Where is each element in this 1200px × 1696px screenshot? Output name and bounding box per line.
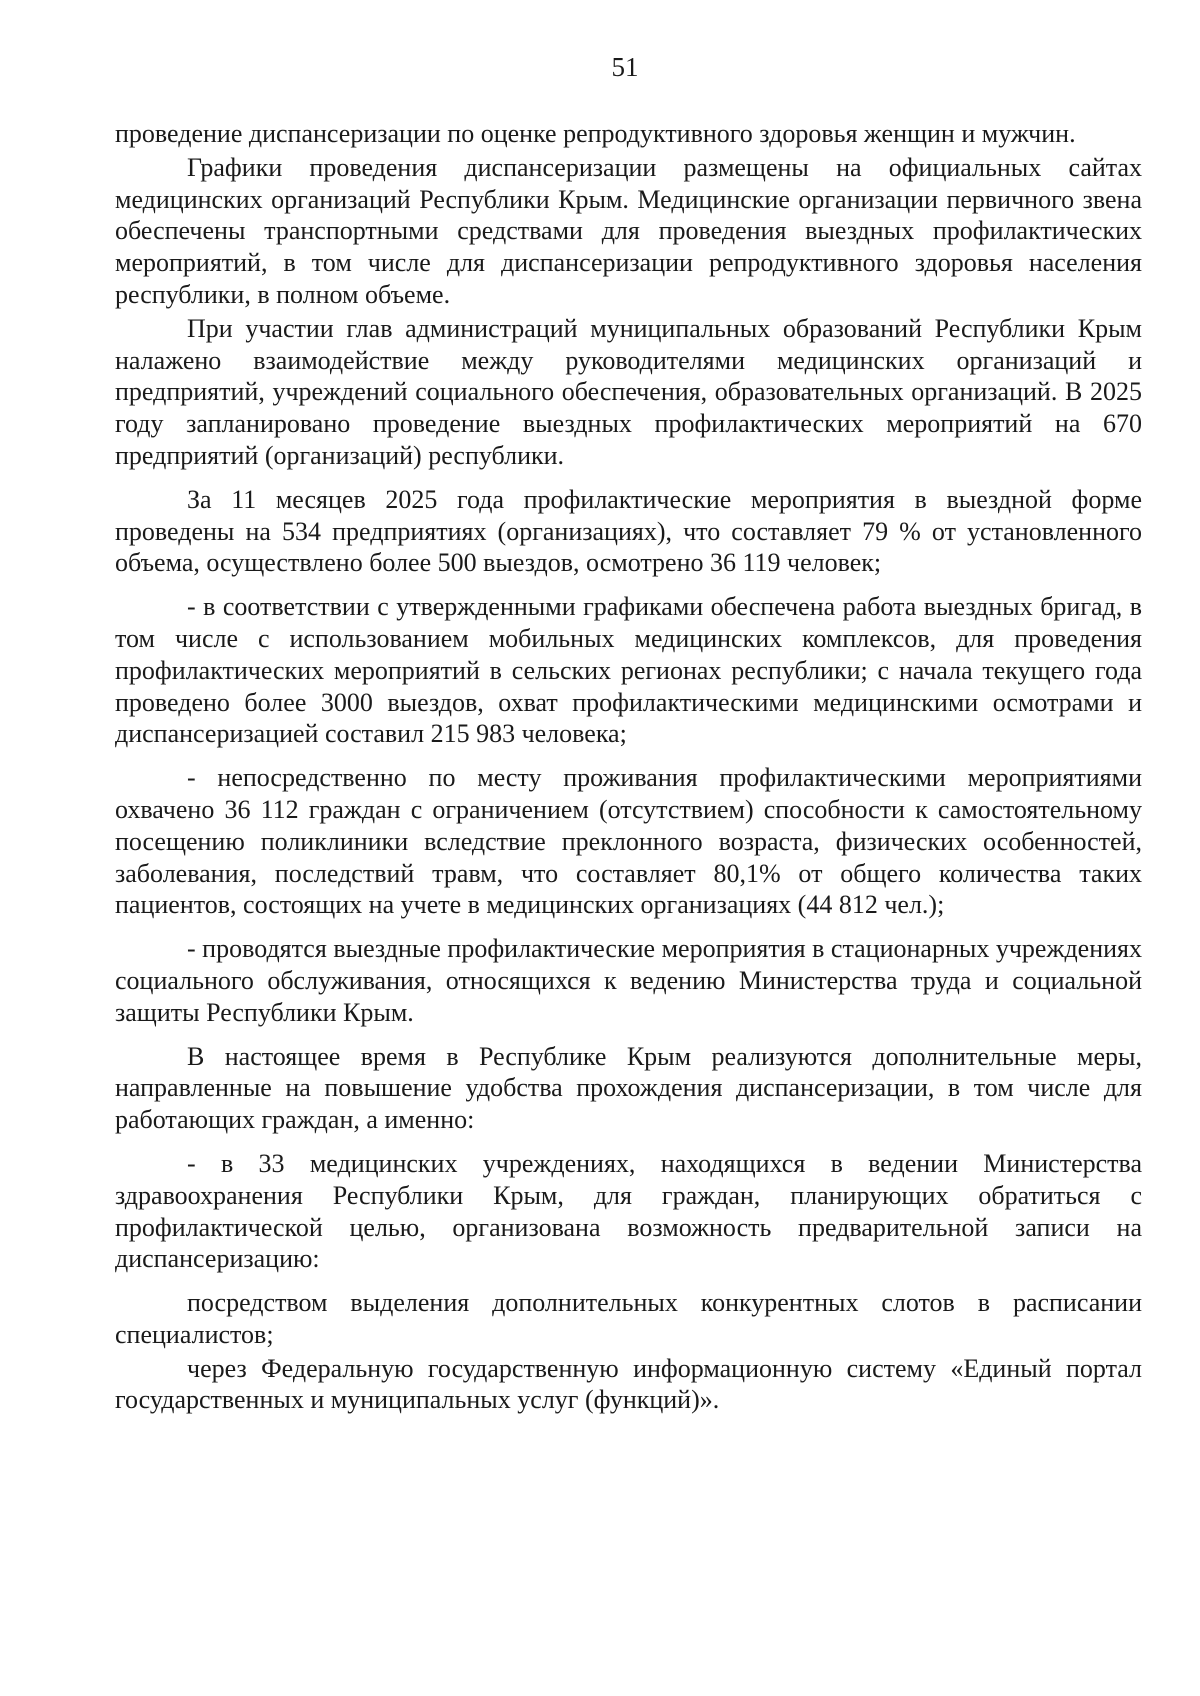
paragraph-intro-continuation: проведение диспансеризации по оценке репродуктивного здоровья женщин и мужчин. <box>115 119 1076 148</box>
paragraph-administrations: При участии глав администраций муниципальных образований Республики Крым налажено взаимодействие между руководителями медицинских организаций и предприятий, учреждений социального обеспечения, образовательных организаций. В 2025 году запланировано проведение выездных профилактических мероприятий на 670 предприятий (организаций) республики. <box>115 313 1142 470</box>
list-item-home-visits: - непосредственно по месту проживания профилактическими мероприятиями охвачено 36 112 граждан с ограничением (отсутствием) способности к самостоятельному посещению поликлиники вследствие преклонного возраста, физических особенностей, заболевания, последствий травм, что составляет 80,1% от общего количества таких пациентов, состоящих на учете в медицинских организациях (44 812 чел.); <box>115 763 1142 920</box>
sub-item-gosuslugi: через Федеральную государственную информационную систему «Единый портал государственных и муниципальных услуг (функций)». <box>115 1353 1142 1415</box>
paragraph-eleven-months: За 11 месяцев 2025 года профилактические мероприятия в выездной форме проведены на 534 предприятиях (организациях), что составляет 79 % от установленного объема, осуществлено более 500 выездов, осмотрено 36 119 человек; <box>115 484 1142 578</box>
list-item-social-institutions: - проводятся выездные профилактические мероприятия в стационарных учреждениях социального обслуживания, относящихся к ведению Министерства труда и социальной защиты Республики Крым. <box>115 934 1142 1027</box>
paragraph-schedules: Графики проведения диспансеризации размещены на официальных сайтах медицинских организаций Республики Крым. Медицинские организации первичного звена обеспечены транспортными средствами для проведения выездных профилактических мероприятий, в том числе для диспансеризации репродуктивного здоровья населения республики, в полном объеме. <box>115 152 1142 309</box>
list-item-pre-registration: - в 33 медицинских учреждениях, находящихся в ведении Министерства здравоохранения Республики Крым, для граждан, планирующих обратиться с профилактической целью, организована возможность предварительной записи на диспансеризацию: <box>115 1148 1142 1274</box>
sub-item-slots: посредством выделения дополнительных конкурентных слотов в расписании специалистов; <box>115 1288 1142 1349</box>
document-body <box>115 118 1142 1416</box>
page-number: 51 <box>611 52 639 82</box>
paragraph-additional-measures: В настоящее время в Республике Крым реализуются дополнительные меры, направленные на повышение удобства прохождения диспансеризации, в том числе для работающих граждан, а именно: <box>115 1041 1142 1135</box>
list-item-mobile-brigades: - в соответствии с утвержденными графиками обеспечена работа выездных бригад, в том числе с использованием мобильных медицинских комплексов, для проведения профилактических мероприятий в сельских регионах республики; с начала текущего года проведено более 3000 выездов, охват профилактическими медицинскими осмотрами и диспансеризацией составил 215 983 человека; <box>115 592 1142 749</box>
